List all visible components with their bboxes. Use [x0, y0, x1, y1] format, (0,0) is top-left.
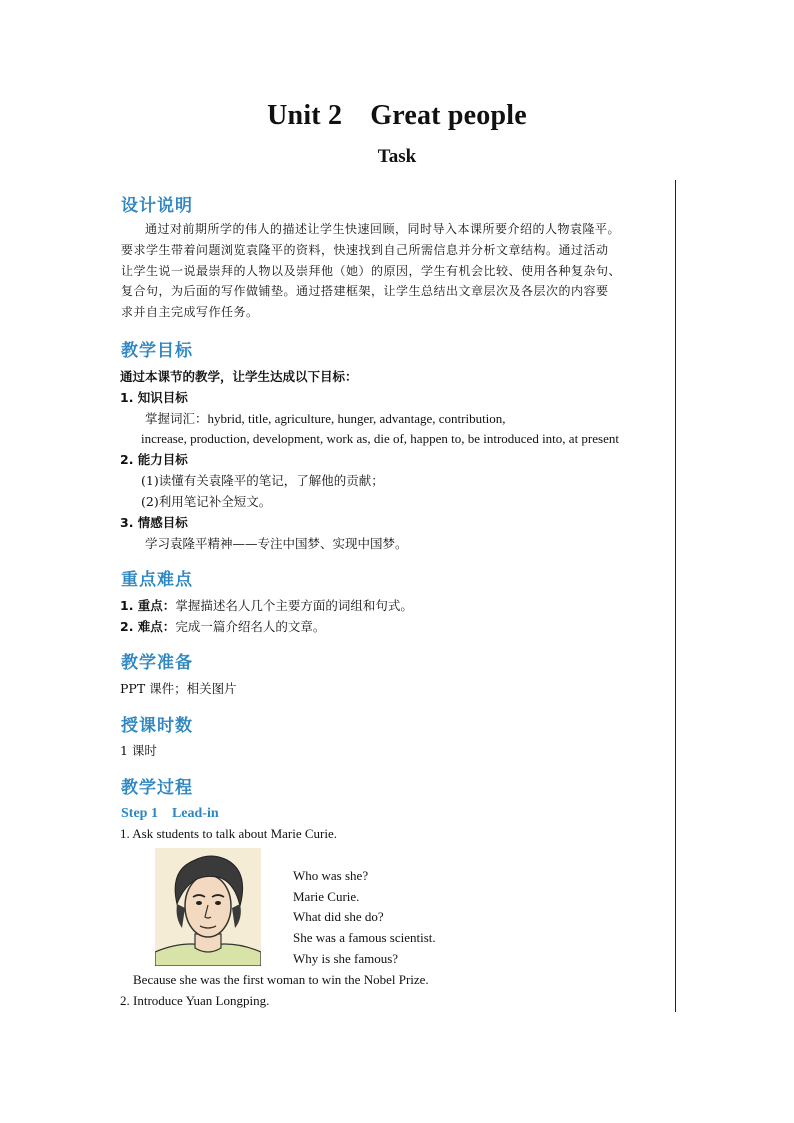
- dialogue-line: Who was she?: [293, 868, 369, 883]
- dialogue-line: What did she do?: [293, 909, 384, 924]
- design-line: 复合句，为后面的写作做铺垫。通过搭建框架，让学生总结出文章层次及各层次的内容要: [121, 284, 609, 299]
- step-title: Lead-in: [171, 806, 219, 821]
- emotion-title: 3. 情感目标: [120, 515, 188, 530]
- vocab-line-1: [145, 409, 506, 429]
- key-label: 1. 重点：: [120, 598, 176, 613]
- ability-title: 2. 能力目标: [120, 452, 188, 467]
- design-line: 让学生说一说最崇拜的人物以及崇拜他（她）的原因，学生有机会比较、使用各种复杂句、: [121, 263, 622, 278]
- ability-item-2: (2)利用笔记补全短文。: [141, 494, 272, 509]
- page-title: [0, 100, 794, 132]
- marie-curie-portrait: [155, 848, 261, 966]
- preparation-text: PPT 课件；相关图片: [120, 681, 237, 696]
- because-line: Because she was the first woman to win the Nobel Prize.: [133, 972, 429, 987]
- step-1-heading: [121, 806, 219, 822]
- heading-process: 教学过程: [121, 778, 193, 798]
- dialogue-line: Why is she famous?: [293, 951, 399, 966]
- emotion-text: 学习袁隆平精神——专注中国梦、实现中国梦。: [145, 536, 408, 551]
- step-label: Step 1: [121, 806, 158, 821]
- knowledge-title: 1. 知识目标: [120, 390, 188, 405]
- heading-design: 设计说明: [121, 196, 193, 216]
- process-item-1: 1. Ask students to talk about Marie Curie.: [120, 826, 338, 841]
- vocab-words-1: hybrid, title, agriculture, hunger, advantage, contribution,: [207, 411, 506, 426]
- design-line: 通过对前期所学的伟人的描述让学生快速回顾，同时导入本课所要介绍的人物袁隆平。: [145, 222, 621, 236]
- page-subtitle: Task: [377, 146, 417, 167]
- key-point: [120, 596, 413, 616]
- vocab-label: 掌握词汇：: [145, 411, 208, 426]
- dialogue-line: Marie Curie.: [293, 889, 360, 904]
- key-text: 掌握描述名人几个主要方面的词组和句式。: [175, 598, 413, 613]
- hours-text: 1 课时: [120, 743, 157, 758]
- objectives-intro: 通过本课节的教学，让学生达成以下目标：: [120, 369, 358, 384]
- heading-preparation: 教学准备: [121, 653, 193, 673]
- difficult-text: 完成一篇介绍名人的文章。: [175, 619, 326, 634]
- difficult-point: [120, 617, 325, 637]
- heading-objectives: 教学目标: [121, 341, 193, 361]
- difficult-label: 2. 难点：: [120, 619, 176, 634]
- unit-topic: Great people: [370, 100, 527, 131]
- process-item-2: 2. Introduce Yuan Longping.: [120, 993, 270, 1008]
- design-line: 求并自主完成写作任务。: [121, 305, 259, 320]
- heading-hours: 授课时数: [121, 716, 193, 736]
- design-line: 要求学生带着问题浏览袁隆平的资料，快速找到自己所需信息并分析文章结构。通过活动: [121, 242, 609, 257]
- vocab-line-2: increase, production, development, work as, die of, happen to, be introduced into, at present: [141, 431, 619, 446]
- dialogue-line: She was a famous scientist.: [293, 930, 436, 945]
- heading-key-points: 重点难点: [121, 570, 193, 590]
- design-paragraph: [121, 219, 671, 323]
- unit-label: Unit 2: [267, 100, 343, 131]
- ability-item-1: (1)读懂有关袁隆平的笔记，了解他的贡献；: [141, 473, 384, 488]
- margin-rule: [675, 180, 676, 1012]
